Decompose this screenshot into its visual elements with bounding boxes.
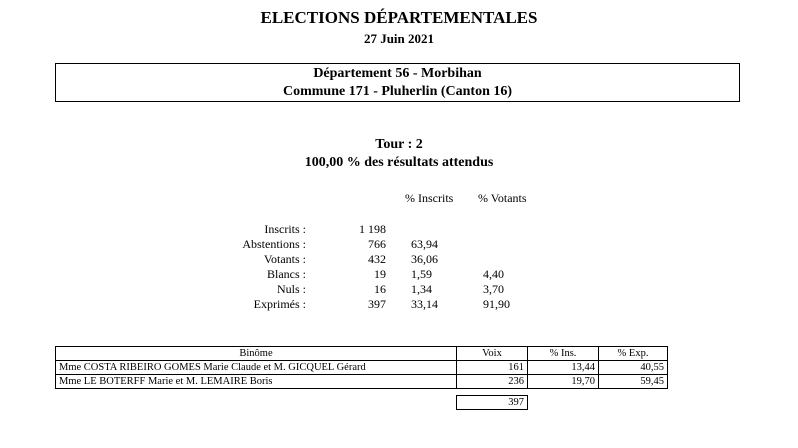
summary-label-blancs: Blancs :: [267, 267, 306, 281]
header-voix: Voix: [457, 347, 528, 361]
header-binome: Binôme: [56, 347, 457, 361]
page-title: ELECTIONS DÉPARTEMENTALES: [260, 8, 538, 27]
summary-pct-inscrits-blancs: 1,59: [411, 267, 432, 281]
summary-label-inscrits: Inscrits :: [264, 222, 306, 236]
summary-value-exprimes: 397: [368, 297, 386, 311]
summary-value-votants: 432: [368, 252, 386, 266]
summary-label-nuls: Nuls :: [276, 282, 306, 296]
col-header-pct-votants: % Votants: [478, 191, 527, 205]
binome-pct-ins: 13,44: [528, 361, 599, 375]
binome-name: Mme LE BOTERFF Marie et M. LEMAIRE Boris: [56, 375, 457, 389]
summary-value-nuls: 16: [374, 282, 386, 296]
results-expected-label: 100,00 % des résultats attendus: [304, 155, 494, 170]
binome-pct-exp: 40,55: [599, 361, 668, 375]
summary-pct-votants-blancs: 4,40: [483, 267, 504, 281]
summary-pct-votants-exprimes: 91,90: [483, 297, 510, 311]
results-header-row: [56, 347, 668, 361]
total-voix-table: [456, 395, 528, 410]
header-pct-ins: % Ins.: [528, 347, 599, 361]
col-header-pct-inscrits: % Inscrits: [405, 191, 454, 205]
summary-pct-inscrits-exprimes: 33,14: [411, 297, 438, 311]
table-row: [56, 361, 668, 375]
summary-value-inscrits: 1 198: [359, 222, 386, 236]
summary-label-exprimes: Exprimés :: [253, 297, 306, 311]
total-voix: 397: [457, 396, 528, 410]
binome-pct-ins: 19,70: [528, 375, 599, 389]
election-date: 27 Juin 2021: [363, 31, 435, 46]
results-table: [55, 346, 668, 389]
summary-value-abstentions: 766: [368, 237, 386, 251]
table-row: [56, 375, 668, 389]
binome-name: Mme COSTA RIBEIRO GOMES Marie Claude et M. GICQUEL Gérard: [56, 361, 457, 375]
summary-pct-inscrits-nuls: 1,34: [411, 282, 432, 296]
departement-label: Département 56 - Morbihan: [313, 66, 482, 81]
commune-label: Commune 171 - Pluherlin (Canton 16): [282, 84, 513, 99]
summary-label-votants: Votants :: [263, 252, 306, 266]
summary-pct-votants-nuls: 3,70: [483, 282, 504, 296]
binome-voix: 236: [457, 375, 528, 389]
summary-pct-inscrits-votants: 36,06: [411, 252, 438, 266]
round-label: Tour : 2: [375, 137, 423, 152]
binome-pct-exp: 59,45: [599, 375, 668, 389]
header-pct-exp: % Exp.: [599, 347, 668, 361]
summary-label-abstentions: Abstentions :: [242, 237, 306, 251]
location-box: [55, 63, 740, 102]
summary-pct-inscrits-abstentions: 63,94: [411, 237, 438, 251]
summary-value-blancs: 19: [374, 267, 386, 281]
binome-voix: 161: [457, 361, 528, 375]
